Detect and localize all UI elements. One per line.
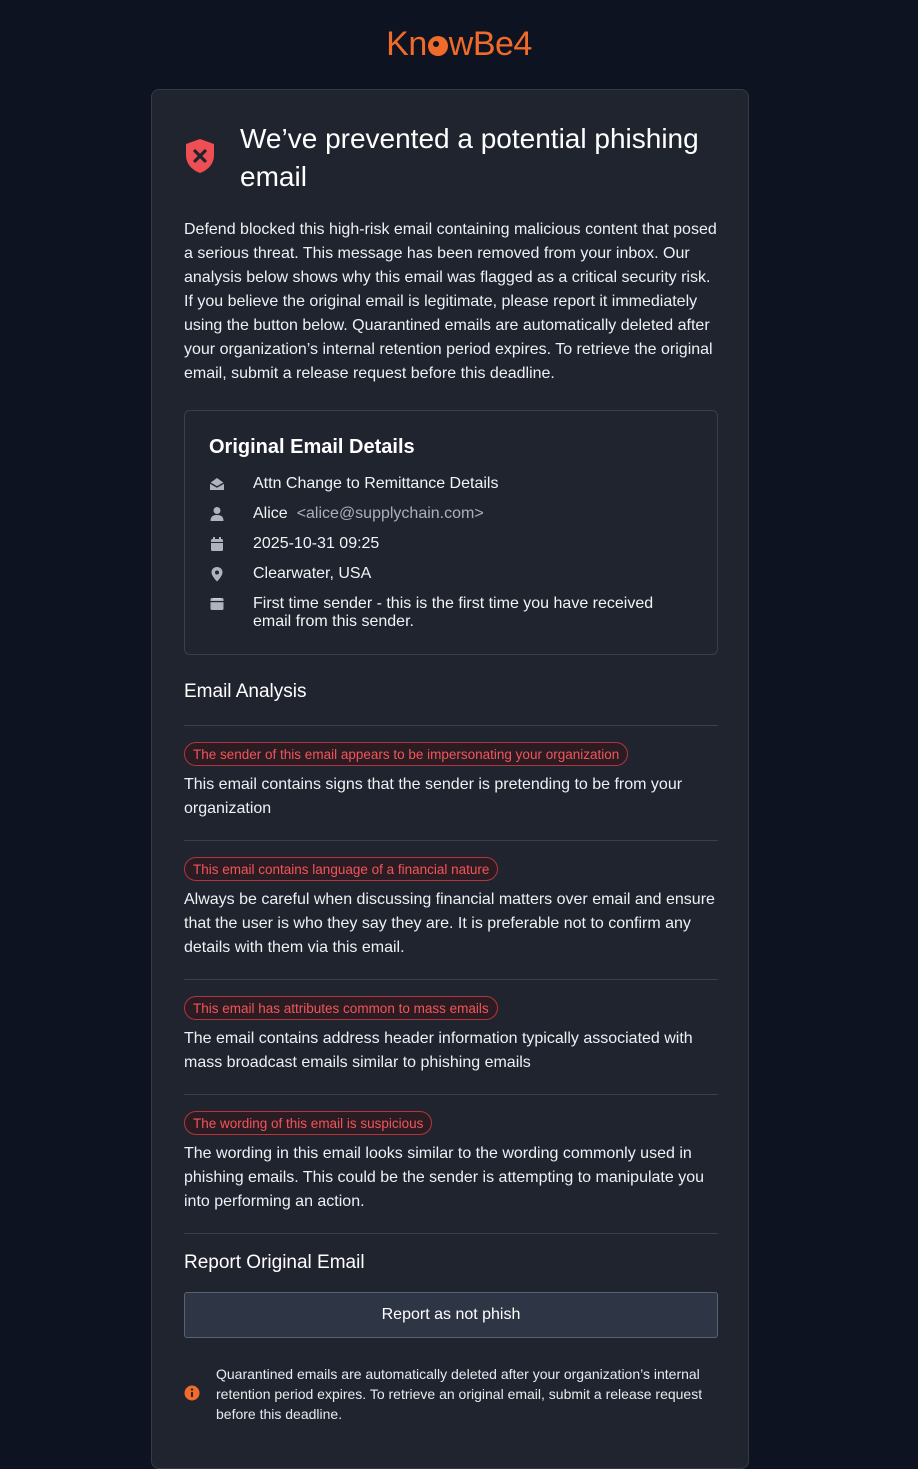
finding-text: The wording in this email looks similar to the wording commonly used in phishing emails. This could be the sender is attempting to manipulate you into performing an action. bbox=[184, 1145, 705, 1210]
envelope-open-icon bbox=[209, 476, 225, 492]
analysis-finding bbox=[184, 857, 718, 960]
retention-notice-text: Quarantined emails are automatically deleted after your organization’s internal retention period expires. To retrieve an original email, submit a release request before this deadline. bbox=[216, 1366, 703, 1422]
knowbe4-logo: Kn wBe4 bbox=[386, 25, 532, 63]
finding-text: This email contains signs that the sender is pretending to be from your organization bbox=[184, 776, 683, 817]
finding-text: The email contains address header information typically associated with mass broadcast emails similar to phishing emails bbox=[184, 1030, 693, 1071]
sender-location: Clearwater, USA bbox=[253, 565, 372, 582]
location-pin-icon bbox=[209, 566, 225, 582]
analysis-finding bbox=[184, 996, 718, 1075]
intro-text: Defend blocked this high-risk email containing malicious content that posed a serious threat. This message has been removed from your inbox. Our analysis below shows why this email was flagged as a critical security risk. If you believe the original email is legitimate, please report it immediately using the button below. Quarantined emails are automatically deleted after your organization’s internal retention period expires. To retrieve the original email, submit a release request before this deadline. bbox=[184, 221, 717, 382]
finding-badge: This email contains language of a financial nature bbox=[184, 857, 498, 881]
quarantine-card bbox=[151, 89, 749, 1469]
finding-badge: The sender of this email appears to be impersonating your organization bbox=[184, 742, 628, 766]
finding-text: Always be careful when discussing financial matters over email and ensure that the user is who they say they are. It is preferable not to confirm any details with them via this email. bbox=[184, 891, 715, 956]
sender-history-text: First time sender - this is the first time you have received email from this sender. bbox=[253, 595, 654, 630]
report-section-title: Report Original Email bbox=[184, 1252, 365, 1273]
divider bbox=[184, 725, 718, 726]
email-date: 2025-10-31 09:25 bbox=[253, 535, 380, 552]
sender-name: Alice bbox=[253, 505, 288, 522]
logo-o-mark bbox=[428, 36, 448, 56]
divider bbox=[184, 979, 718, 980]
info-icon bbox=[184, 1385, 200, 1401]
details-title: Original Email Details bbox=[209, 436, 415, 458]
page-title: We’ve prevented a potential phishing email bbox=[240, 123, 699, 192]
report-not-phish-button[interactable]: Report as not phish bbox=[184, 1292, 718, 1338]
sender-email: <alice@supplychain.com> bbox=[296, 505, 484, 522]
divider bbox=[184, 840, 718, 841]
email-subject: Attn Change to Remittance Details bbox=[253, 475, 499, 492]
finding-badge: The wording of this email is suspicious bbox=[184, 1111, 432, 1135]
user-icon bbox=[209, 506, 225, 522]
analysis-finding bbox=[184, 1111, 718, 1214]
shield-x-icon bbox=[184, 138, 216, 174]
calendar-icon bbox=[209, 536, 225, 552]
divider bbox=[184, 1233, 718, 1234]
original-email-details bbox=[184, 410, 718, 655]
analysis-finding bbox=[184, 742, 718, 821]
inbox-tray-icon bbox=[209, 596, 225, 612]
divider bbox=[184, 1094, 718, 1095]
finding-badge: This email has attributes common to mass emails bbox=[184, 996, 498, 1020]
email-analysis-title: Email Analysis bbox=[184, 681, 307, 702]
